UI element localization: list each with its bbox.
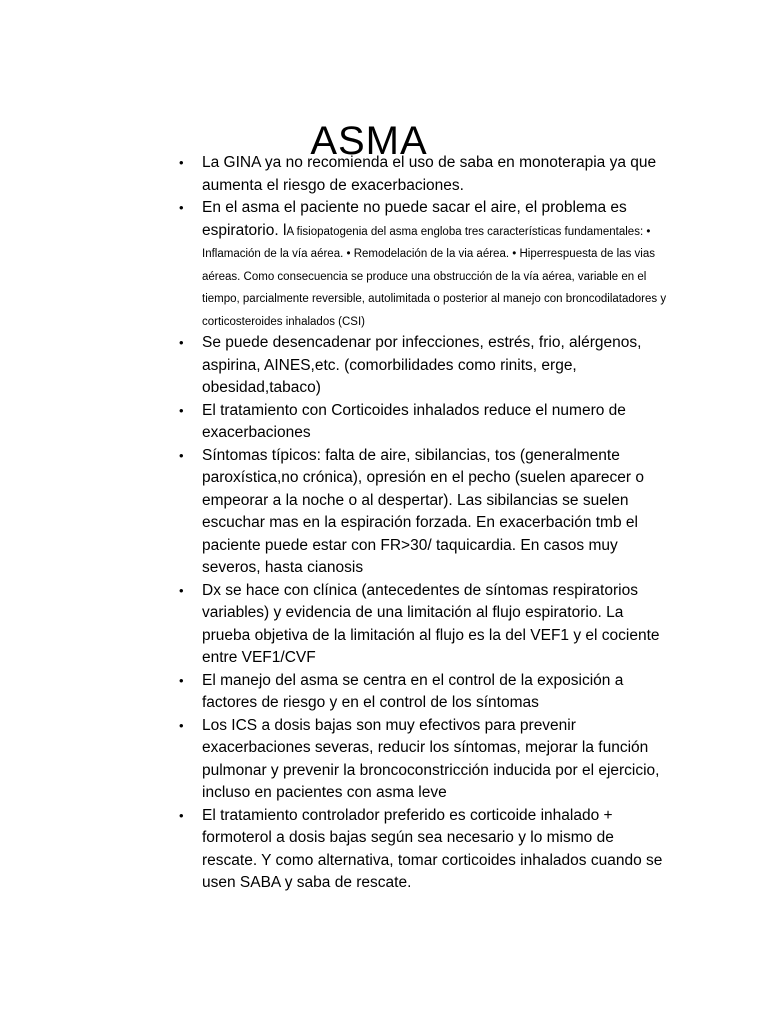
bullet-icon: • (179, 582, 184, 598)
bullet-icon: • (179, 717, 184, 733)
bullet-item-9 (172, 805, 672, 895)
page-title: ASMA (310, 118, 428, 163)
bullet-text: Se puede desencadenar por infecciones, estrés, frio, alérgenos, aspirina, AINES,etc. (comorbilidades como rinits, erge, obesidad,tabaco) (202, 334, 642, 396)
bullet-text: El manejo del asma se centra en el control de la exposición a factores de riesgo y en el control de los síntomas (202, 671, 624, 711)
bullet-item-5 (172, 445, 672, 580)
bullet-text: El tratamiento controlador preferido es corticoide inhalado + formoterol a dosis bajas según sea necesario y lo mismo de rescate. Y como alternativa, tomar corticoides inhalados cuando se usen SABA y saba de rescate. (202, 806, 663, 891)
bullet-list (172, 152, 672, 895)
bullet-small-text: A fisiopatogenia del asma engloba tres características fundamentales: • Inflamación de la vía aérea. • Remodelación de la via aérea. • Hiperrespuesta de las vias aéreas. Como consecuencia se produce una obstrucción de la vía aérea, variable en el tiempo, parcialmente reversible, autolimitada o posterior al manejo con broncodilatadores y corticosteroides inhalados (CSI) (202, 225, 667, 328)
bullet-icon: • (179, 155, 184, 170)
bullet-text: Síntomas típicos: falta de aire, sibilancias, tos (generalmente paroxística,no crónica), opresión en el pecho (suelen aparecer o empeorar a la noche o al despertar). Las sibilancias se suelen escuchar mas en la espiración forzada. En exacerbación tmb el paciente puede estar con FR>30/ taquicardia. En casos muy severos, hasta cianosis (202, 446, 645, 576)
bullet-icon: • (179, 672, 184, 688)
bullet-item-4 (172, 400, 672, 445)
bullet-item-7 (172, 670, 672, 715)
bullet-item-3 (172, 332, 672, 400)
bullet-text: El tratamiento con Corticoides inhalados reduce el numero de exacerbaciones (202, 401, 626, 441)
bullet-item-8 (172, 715, 672, 805)
bullet-text: Dx se hace con clínica (antecedentes de síntomas respiratorios variables) y evidencia de una limitación al flujo espiratorio. La prueba objetiva de la limitación al flujo es la del VEF1 y el cociente entre VEF1/CVF (202, 581, 660, 666)
bullet-icon: • (179, 447, 184, 463)
bullet-icon: • (179, 200, 184, 215)
bullet-text: Los ICS a dosis bajas son muy efectivos para prevenir exacerbaciones severas, reducir los síntomas, mejorar la función pulmonar y prevenir la broncoconstricción inducida por el ejercicio, incluso en pacientes con asma leve (202, 716, 660, 801)
bullet-icon: • (179, 807, 184, 823)
bullet-text: La GINA ya no recomienda el uso de saba en monoterapia ya que aumenta el riesgo de exacerbaciones. (202, 154, 657, 194)
bullet-item-1 (172, 152, 672, 197)
bullet-text: En el asma el paciente no puede sacar el aire, el problema es espiratorio. l (202, 199, 627, 239)
bullet-icon: • (179, 402, 184, 418)
bullet-item-2 (172, 197, 672, 332)
bullet-icon: • (179, 335, 184, 350)
bullet-item-6 (172, 580, 672, 670)
